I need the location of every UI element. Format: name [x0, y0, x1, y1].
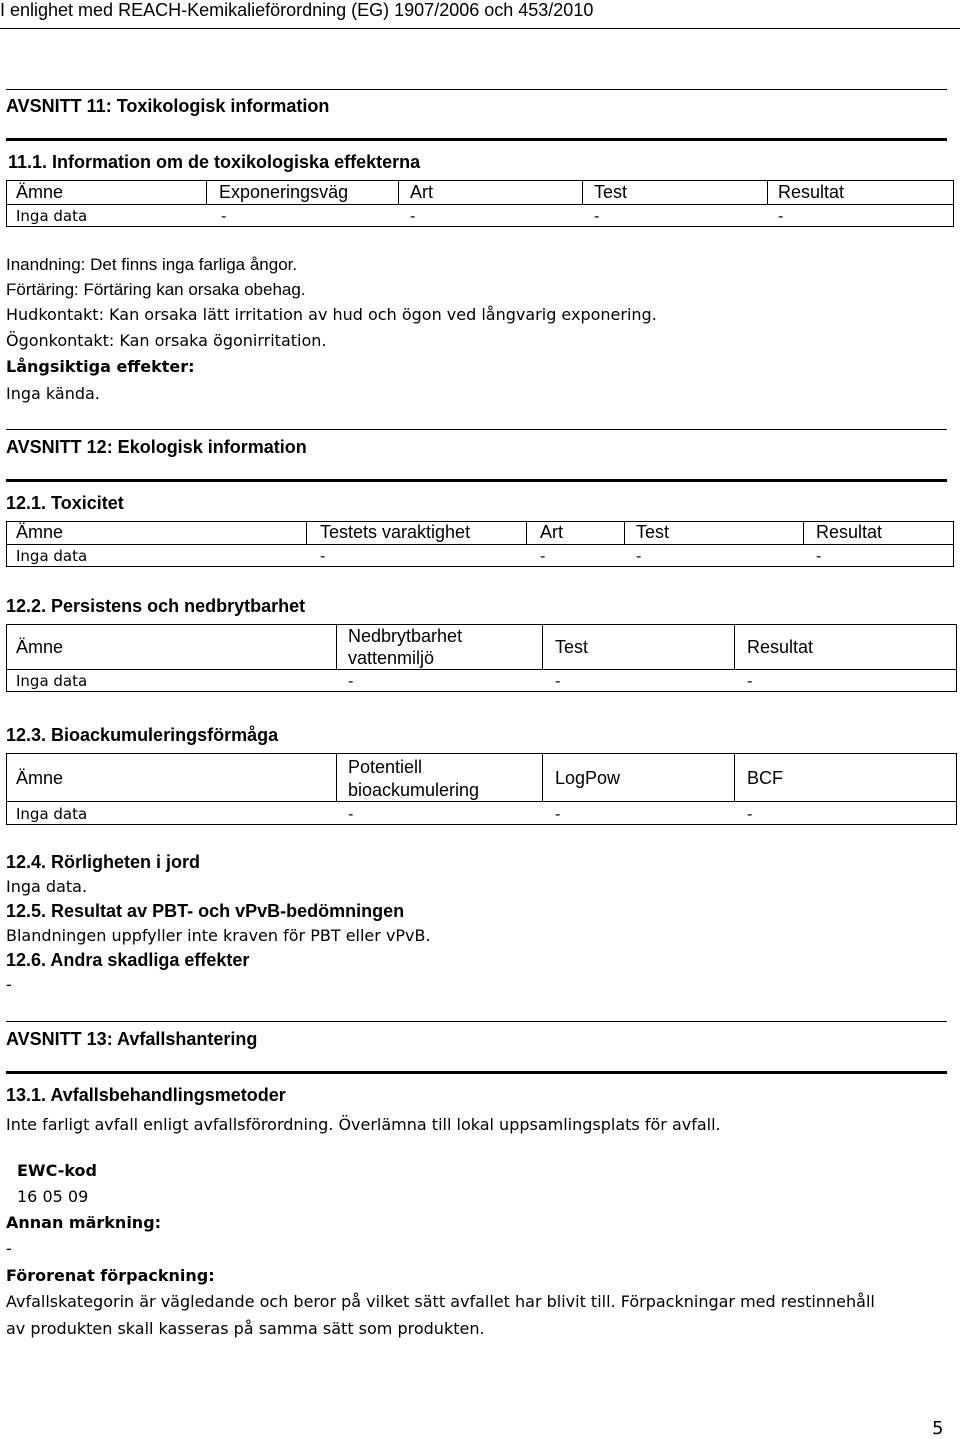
subsection-12-6-text: - — [6, 975, 12, 994]
table-cell: - — [778, 207, 784, 225]
section-divider — [6, 429, 947, 430]
table-header: LogPow — [555, 768, 621, 788]
table-header: Test — [594, 182, 628, 202]
table-cell: Inga data — [16, 547, 88, 565]
subsection-12-3-title: 12.3. Bioackumuleringsförmåga — [6, 725, 279, 745]
table-cell: - — [320, 547, 326, 565]
body-line: Inandning: Det finns inga farliga ångor. — [6, 255, 298, 274]
subsection-12-1-title: 12.1. Toxicitet — [6, 493, 124, 513]
table-header: Resultat — [747, 637, 814, 657]
table-header: Test — [555, 637, 589, 657]
body-line: Ögonkontakt: Kan orsaka ögonirritation. — [6, 331, 327, 350]
section-12-heading: AVSNITT 12: Ekologisk information — [6, 437, 307, 457]
subsection-12-5-text: Blandningen uppfyller inte kraven för PBT eller vPvB. — [6, 926, 431, 945]
table-header: Ämne — [16, 637, 64, 657]
table-header: vattenmiljö — [348, 648, 435, 668]
subsection-12-2-title: 12.2. Persistens och nedbrytbarhet — [6, 596, 306, 616]
section-11-heading: AVSNITT 11: Toxikologisk information — [6, 96, 330, 116]
ewc-code-value: 16 05 09 — [17, 1187, 89, 1206]
table-header: Ämne — [16, 182, 64, 202]
document-header: I enlighet med REACH-Kemikalieförordning (EG) 1907/2006 och 453/2010 — [0, 0, 594, 20]
table-cell: - — [816, 547, 822, 565]
table-cell: Inga data — [16, 672, 88, 690]
subsection-12-4-title: 12.4. Rörligheten i jord — [6, 852, 201, 872]
table-header: Resultat — [778, 182, 845, 202]
table-cell: - — [747, 805, 753, 823]
section-13-heading: AVSNITT 13: Avfallshantering — [6, 1029, 258, 1049]
table-header: Art — [540, 522, 564, 542]
other-marking-label: Annan märkning: — [6, 1213, 162, 1232]
table-header: bioackumulering — [348, 780, 480, 800]
section-divider — [6, 138, 947, 141]
section-divider — [6, 479, 947, 482]
long-term-effects-label: Långsiktiga effekter: — [6, 357, 195, 376]
table-cell: - — [555, 672, 561, 690]
other-marking-value: - — [6, 1239, 12, 1258]
table-cell: - — [410, 207, 416, 225]
subsection-13-1-title: 13.1. Avfallsbehandlingsmetoder — [6, 1085, 286, 1105]
table-header: BCF — [747, 768, 783, 788]
contaminated-packaging-label: Förorenat förpackning: — [6, 1266, 215, 1285]
subsection-11-1-title: 11.1. Information om de toxikologiska effekterna — [8, 152, 421, 172]
section-divider — [6, 1021, 947, 1022]
table-header: Art — [410, 182, 434, 202]
subsection-12-5-title: 12.5. Resultat av PBT- och vPvB-bedömningen — [6, 901, 405, 921]
section-divider — [6, 1071, 947, 1074]
table-cell: - — [540, 547, 546, 565]
contaminated-packaging-text: Avfallskategorin är vägledande och beror på vilket sätt avfallet har blivit till. Förpackningar med restinnehåll — [6, 1292, 875, 1311]
table-header: Test — [636, 522, 670, 542]
table-header: Potentiell — [348, 757, 423, 777]
subsection-12-4-text: Inga data. — [6, 877, 88, 896]
table-cell: - — [555, 805, 561, 823]
table-header: Ämne — [16, 522, 64, 542]
waste-treatment-text: Inte farligt avfall enligt avfallsförordning. Överlämna till lokal uppsamlingsplats för avfall. — [6, 1115, 721, 1134]
table-cell: Inga data — [16, 805, 88, 823]
table-cell: - — [594, 207, 600, 225]
table-cell: - — [348, 672, 354, 690]
body-line: Hudkontakt: Kan orsaka lätt irritation av hud och ögon ved långvarig exponering. — [6, 305, 657, 324]
table-cell: - — [221, 207, 227, 225]
table-header: Resultat — [816, 522, 883, 542]
table-cell: - — [747, 672, 753, 690]
table-header: Exponeringsväg — [219, 182, 349, 202]
page-number: 5 — [932, 1418, 944, 1439]
section-divider — [6, 89, 947, 90]
long-term-effects-value: Inga kända. — [6, 384, 100, 403]
subsection-12-6-title: 12.6. Andra skadliga effekter — [6, 950, 250, 970]
table-header: Testets varaktighet — [320, 522, 471, 542]
table-cell: Inga data — [16, 207, 88, 225]
table-cell: - — [636, 547, 642, 565]
header-divider — [0, 28, 960, 29]
contaminated-packaging-text: av produkten skall kasseras på samma sätt som produkten. — [6, 1319, 485, 1338]
ewc-code-label: EWC-kod — [17, 1161, 97, 1180]
table-header: Nedbrytbarhet — [348, 626, 463, 646]
body-line: Förtäring: Förtäring kan orsaka obehag. — [6, 280, 306, 299]
table-header: Ämne — [16, 768, 64, 788]
table-cell: - — [348, 805, 354, 823]
